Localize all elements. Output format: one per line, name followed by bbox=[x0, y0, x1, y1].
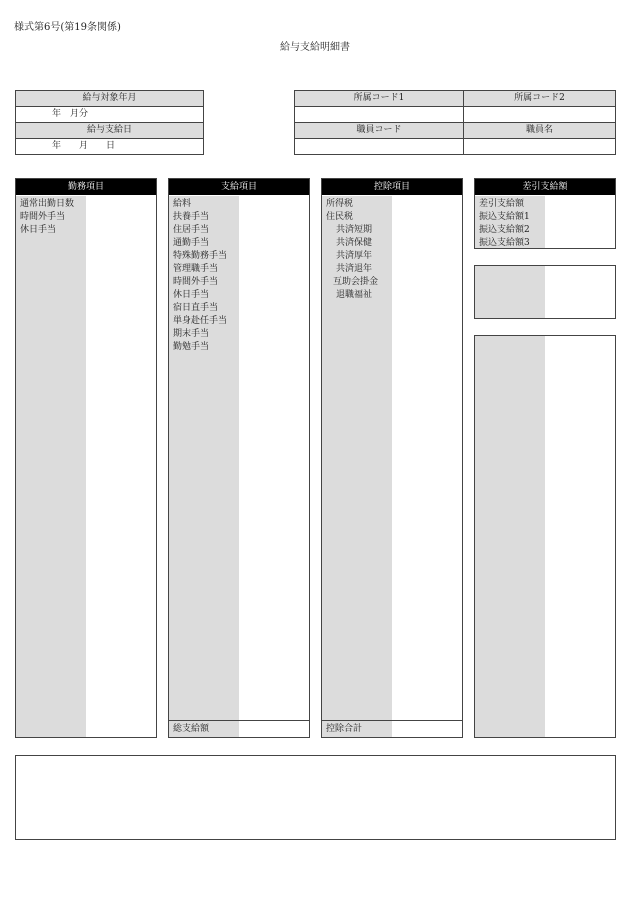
period-label: 給与対象年月 bbox=[16, 91, 204, 107]
net-pay-column bbox=[474, 178, 616, 249]
payment-item: 給料 bbox=[173, 199, 192, 209]
payments-list bbox=[169, 196, 309, 354]
payment-item: 勤勉手当 bbox=[173, 342, 210, 352]
payments-total-label: 総支給額 bbox=[173, 724, 210, 734]
dept-code1-label: 所属コード1 bbox=[295, 91, 464, 107]
period-value-field[interactable]: 年 月分 bbox=[16, 107, 204, 123]
payment-item: 宿日直手当 bbox=[173, 303, 219, 313]
payments-header: 支給項目 bbox=[169, 179, 309, 195]
pay-date-label: 給与支給日 bbox=[16, 123, 204, 139]
deduction-item: 共済厚年 bbox=[336, 251, 373, 261]
net-pay-item: 振込支給額3 bbox=[479, 238, 530, 248]
dept-code1-field[interactable] bbox=[295, 107, 464, 123]
deductions-header: 控除項目 bbox=[322, 179, 462, 195]
payment-item: 単身赴任手当 bbox=[173, 316, 228, 326]
deduction-item: 共済短期 bbox=[336, 225, 373, 235]
deduction-item: 共済保健 bbox=[336, 238, 373, 248]
net-pay-header: 差引支給額 bbox=[475, 179, 615, 195]
attendance-item: 時間外手当 bbox=[20, 212, 66, 222]
dept-code2-label: 所属コード2 bbox=[464, 91, 616, 107]
deduction-item: 住民税 bbox=[326, 212, 354, 222]
deductions-total-label: 控除合計 bbox=[326, 724, 363, 734]
payment-item: 管理職手当 bbox=[173, 264, 219, 274]
net-pay-item: 振込支給額1 bbox=[479, 212, 530, 222]
attendance-item: 休日手当 bbox=[20, 225, 57, 235]
payments-column bbox=[168, 178, 310, 738]
attendance-header: 勤務項目 bbox=[16, 179, 156, 195]
payment-item: 通勤手当 bbox=[173, 238, 210, 248]
payment-item: 期末手当 bbox=[173, 329, 210, 339]
net-pay-item: 差引支給額 bbox=[479, 199, 525, 209]
remarks-box[interactable] bbox=[15, 755, 616, 840]
deductions-column bbox=[321, 178, 463, 738]
net-pay-item: 振込支給額2 bbox=[479, 225, 530, 235]
payment-item: 扶養手当 bbox=[173, 212, 210, 222]
deductions-list bbox=[322, 196, 462, 302]
staff-code-label: 職員コード bbox=[295, 123, 464, 139]
net-pay-list bbox=[475, 196, 615, 250]
staff-info-table bbox=[294, 90, 616, 155]
period-table bbox=[15, 90, 204, 155]
deduction-item: 互助会掛金 bbox=[333, 277, 379, 287]
dept-code2-field[interactable] bbox=[464, 107, 616, 123]
attendance-list bbox=[16, 196, 156, 237]
attendance-column bbox=[15, 178, 157, 738]
form-number: 様式第6号(第19条関係) bbox=[14, 22, 121, 33]
extra-box-large bbox=[474, 335, 616, 738]
staff-name-label: 職員名 bbox=[464, 123, 616, 139]
payment-item: 特殊勤務手当 bbox=[173, 251, 228, 261]
staff-name-field[interactable] bbox=[464, 139, 616, 155]
deduction-item: 共済退年 bbox=[336, 264, 373, 274]
staff-code-field[interactable] bbox=[295, 139, 464, 155]
deduction-item: 所得税 bbox=[326, 199, 354, 209]
payment-item: 時間外手当 bbox=[173, 277, 219, 287]
payment-item: 住居手当 bbox=[173, 225, 210, 235]
document-title: 給与支給明細書 bbox=[280, 42, 350, 53]
pay-date-value-field[interactable]: 年 月 日 bbox=[16, 139, 204, 155]
attendance-item: 通常出勤日数 bbox=[20, 199, 75, 209]
payment-item: 休日手当 bbox=[173, 290, 210, 300]
extra-box-small bbox=[474, 265, 616, 319]
deduction-item: 退職福祉 bbox=[336, 290, 373, 300]
